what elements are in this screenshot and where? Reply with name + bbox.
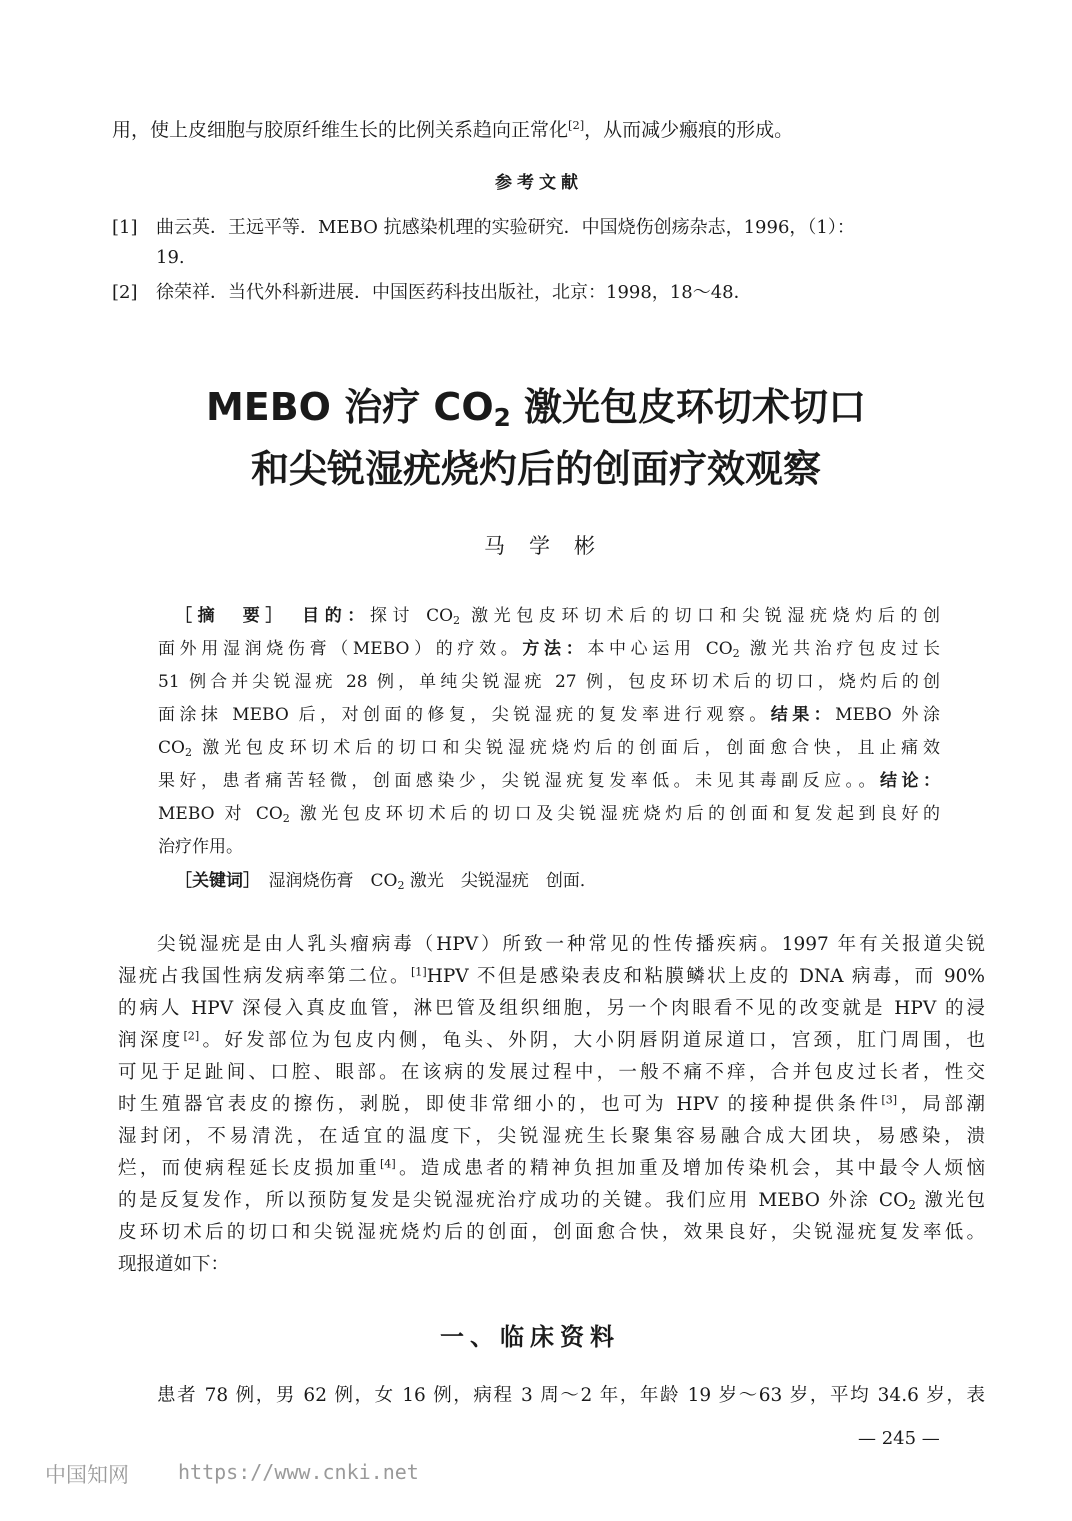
article-title-line-1: MEBO 治疗 $CO_2$ 激光包皮环切术切口 (205, 385, 867, 433)
intro-line-10: 皮环切术后的切口和尖锐湿疣烧灼后的创面，创面愈合快，效果良好，尖锐湿疣复发率低。 (118, 1222, 985, 1243)
intro-line-2: 湿疣占我国性病发病率第二位。[1]HPV 不但是感染表皮和粘膜鳞状上皮的 DNA 病毒，而 90% (118, 965, 985, 987)
abstract-line-1: ［摘 要］ 目的：探讨 $CO_2$ 激光包皮环切术后的切口和尖锐湿疣烧灼后的创 (175, 606, 941, 627)
intro-line-6: 时生殖器官表皮的擦伤，剥脱，即使非常细小的，也可为 HPV 的接种提供条件[3]，局部潮 (118, 1093, 985, 1115)
abstract-line-6: 果好，患者痛苦轻微，创面感染少，尖锐湿疣复发率低。未见其毒副反应。。结论： (158, 771, 941, 791)
reference-number: [2] (112, 282, 138, 303)
citation-ref: [2] (183, 1029, 200, 1043)
intro-line-9: 的是反复发作，所以预防复发是尖锐湿疣治疗成功的关键。我们应用 MEBO 外涂 $CO_2$ 激光包 (118, 1190, 985, 1212)
keyword: 创面． (545, 871, 597, 891)
citation-ref: [3] (881, 1093, 898, 1107)
reference-item-1-cont: 19. (156, 247, 185, 268)
reference-number: [1] (112, 217, 138, 238)
conclusion-label: 结论： (880, 771, 941, 791)
abstract-label: ［摘 要］ (175, 606, 280, 626)
watermark-site-name: 中国知网 (45, 1463, 129, 1487)
reference-item-1: [1] 曲云英．王远平等．MEBO 抗感染机理的实验研究．中国烧伤创疡杂志，1996，（1）： (112, 217, 855, 238)
citation-ref: [2] (568, 118, 585, 133)
abstract-line-7: MEBO 对 $CO_2$ 激光包皮环切术后的切口及尖锐湿疣烧灼后的创面和复发起到良好的 (158, 804, 940, 825)
section-title: 一、临床资料 (440, 1323, 620, 1351)
abstract-line-3: 51 例合并尖锐湿疣 28 例，单纯尖锐湿疣 27 例，包皮环切术后的切口，烧灼后的创 (158, 672, 940, 692)
references-heading: 参考文献 (495, 173, 583, 193)
author-name: 马学彬 (484, 534, 619, 558)
intro-line-4: 润深度[2]。好发部位为包皮内侧，龟头、外阴，大小阴唇阴道尿道口，宫颈，肛门周围，也 (118, 1029, 985, 1051)
abstract-line-2: 面外用湿润烧伤膏（MEBO）的疗效。方法：本中心运用 $CO_2$ 激光共治疗包皮过长 (158, 639, 941, 660)
keywords-line (175, 869, 597, 898)
continuation-line: 用，使上皮细胞与胶原纤维生长的比例关系趋向正常化[2]，从而减少瘢痕的形成。 (112, 118, 794, 141)
keyword: 湿润烧伤膏 (268, 871, 354, 891)
watermark-url: https://www.cnki.net (178, 1460, 419, 1484)
abstract-line-8: 治疗作用。 (158, 837, 243, 857)
intro-line-1: 尖锐湿疣是由人乳头瘤病毒（HPV）所致一种常见的性传播疾病。1997 年有关报道尖锐 (157, 934, 985, 955)
article-title-line-2: 和尖锐湿疣烧灼后的创面疗效观察 (250, 447, 821, 491)
citation-ref: [1] (410, 965, 427, 979)
intro-line-3: 的病人 HPV 深侵入真皮血管，淋巴管及组织细胞，另一个肉眼看不见的改变就是 HPV 的浸 (118, 998, 985, 1019)
intro-line-8: 烂，而使病程延长皮损加重[4]。造成患者的精神负担加重及增加传染机会，其中最令人烦恼 (118, 1157, 985, 1179)
page-number: — 245 — (858, 1428, 940, 1449)
intro-line-7: 湿封闭，不易清洗，在适宜的温度下，尖锐湿疣生长聚集容易融合成大团块，易感染，溃 (118, 1126, 985, 1147)
method-label: 方法： (522, 639, 588, 659)
intro-line-11: 现报道如下： (118, 1254, 230, 1275)
citation-ref: [4] (379, 1157, 396, 1171)
keyword: $CO_2$ 激光 (370, 871, 444, 892)
abstract-line-5: $CO_2$ 激光包皮环切术后的切口和尖锐湿疣烧灼后的创面后，创面愈合快，且止痛效 (158, 738, 940, 759)
intro-line-5: 可见于足趾间、口腔、眼部。在该病的发展过程中，一般不痛不痒，合并包皮过长者，性交 (118, 1062, 985, 1083)
reference-item-2: [2] 徐荣祥．当代外科新进展．中国医药科技出版社，北京：1998，18～48． (112, 282, 752, 303)
purpose-label: 目的： (302, 606, 370, 626)
clinical-line-1: 患者 78 例，男 62 例，女 16 例，病程 3 周～2 年，年龄 19 岁～63 岁，平均 34.6 岁，表 (157, 1385, 985, 1406)
keyword: 尖锐湿疣 (460, 871, 529, 891)
result-label: 结果： (770, 705, 836, 725)
abstract-line-4: 面涂抹 MEBO 后，对创面的修复，尖锐湿疣的复发率进行观察。结果：MEBO 外涂 (158, 705, 940, 725)
keywords-label: ［关键词］ (175, 871, 252, 891)
